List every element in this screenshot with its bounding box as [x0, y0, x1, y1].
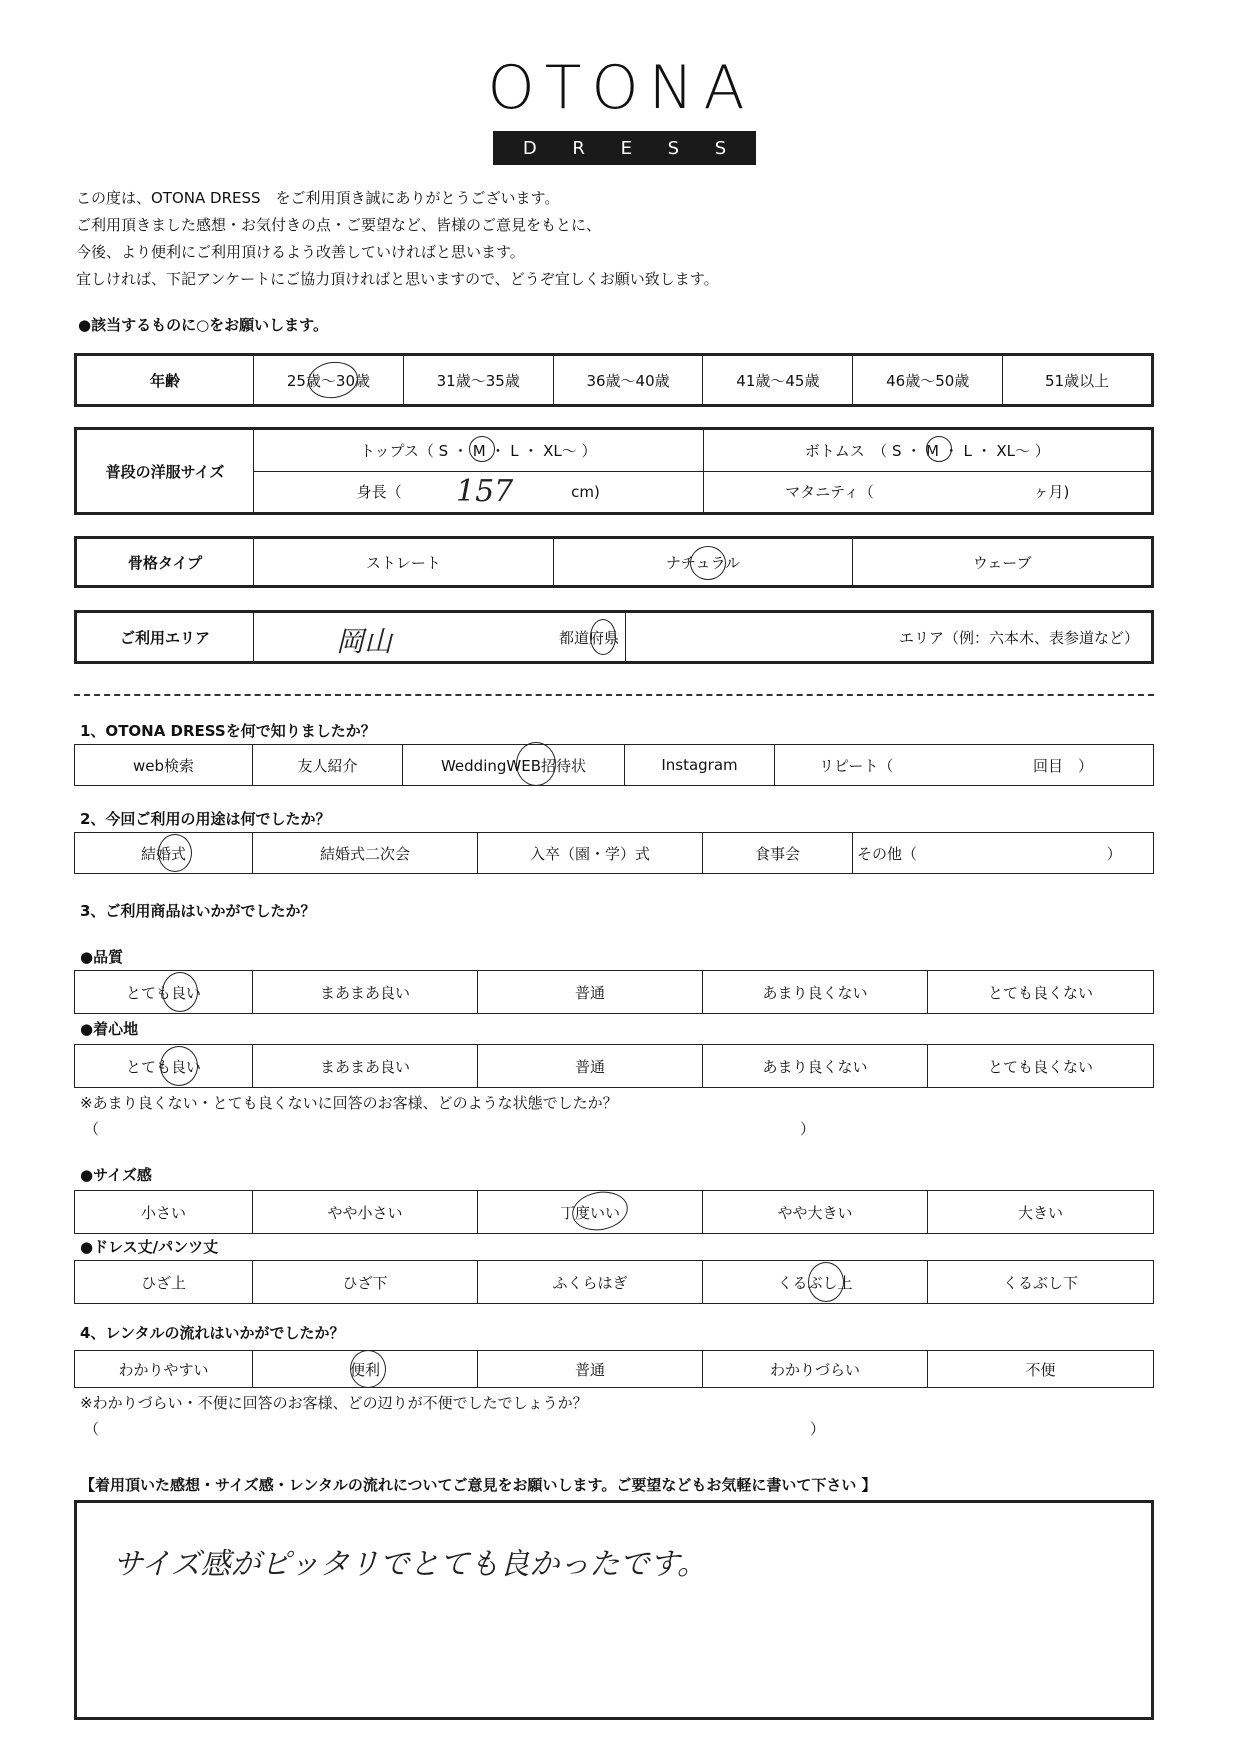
- age-option[interactable]: 41歳～45歳: [703, 355, 853, 406]
- logo-letter: D: [522, 137, 537, 159]
- q1-repeat-option[interactable]: [775, 745, 1154, 786]
- comments-box[interactable]: [74, 1500, 1154, 1720]
- frame-label: 骨格タイプ: [76, 538, 254, 587]
- bottoms-size[interactable]: ボトムス （ S ・ M ・ L ・ XL～ ）: [703, 429, 1153, 472]
- age-label: 年齢: [76, 355, 254, 406]
- repeat-label: リピート（: [819, 756, 894, 775]
- intro-line: 今後、より便利にご利用頂けるよう改善していければと思います。: [76, 243, 525, 261]
- q4-option[interactable]: わかりやすい: [75, 1351, 253, 1388]
- logo-letter: S: [667, 137, 680, 159]
- q2-other-option[interactable]: [853, 833, 1154, 874]
- fit-option[interactable]: やや小さい: [253, 1191, 478, 1234]
- maternity-label: マタニティ（: [785, 483, 874, 502]
- logo-letter: R: [572, 137, 585, 159]
- height-value: 157: [456, 474, 514, 509]
- q4-option[interactable]: 不便: [928, 1351, 1154, 1388]
- age-option[interactable]: 31歳～35歳: [403, 355, 553, 406]
- paren-open: （: [84, 1420, 100, 1438]
- area-field[interactable]: [626, 612, 1153, 663]
- comments-heading: 【着用頂いた感想・サイズ感・レンタルの流れについてご意見をお願いします。ご要望などもお気軽に書いて下さい 】: [80, 1476, 877, 1494]
- fit-option[interactable]: 小さい: [75, 1191, 253, 1234]
- logo-letter: E: [620, 137, 632, 159]
- sub-heading: ●ドレス丈/パンツ丈: [80, 1238, 219, 1256]
- question-heading: 3、ご利用商品はいかがでしたか？: [80, 902, 316, 920]
- repeat-count-label: 回目 ）: [1032, 756, 1093, 775]
- tops-size[interactable]: トップス（ S ・ M ・ L ・ XL～ ）: [254, 429, 704, 472]
- q1-option[interactable]: Instagram: [625, 745, 775, 786]
- brand-logo-sub: [493, 131, 756, 165]
- fit-option[interactable]: 大きい: [928, 1191, 1154, 1234]
- age-table: [74, 353, 1154, 407]
- comfort-table: [74, 1044, 1154, 1088]
- length-option[interactable]: ふくらはぎ: [478, 1261, 703, 1304]
- q1-table: [74, 744, 1154, 786]
- comments-handwritten: サイズ感がピッタリでとても良かったです。: [113, 1547, 707, 1582]
- frame-option[interactable]: ストレート: [254, 538, 554, 587]
- quality-option[interactable]: 普通: [478, 971, 703, 1014]
- age-option[interactable]: 46歳～50歳: [853, 355, 1003, 406]
- fit-option[interactable]: やや大きい: [703, 1191, 928, 1234]
- comfort-option[interactable]: とても良い: [75, 1045, 253, 1088]
- maternity-unit: ヶ月): [1033, 483, 1070, 502]
- intro-text: [76, 185, 719, 293]
- note-text: ※あまり良くない・とても良くないに回答のお客様、どのような状態でしたか？: [80, 1094, 618, 1112]
- area-hint: エリア（例：六本木、表参道など）: [898, 628, 1139, 647]
- question-heading: 2、今回ご利用の用途は何でしたか？: [80, 810, 331, 828]
- question-heading: 1、OTONA DRESSを何で知りましたか？: [80, 722, 376, 740]
- brand-logo: OTONA: [487, 53, 755, 123]
- comfort-option[interactable]: あまり良くない: [703, 1045, 928, 1088]
- age-option[interactable]: 51歳以上: [1003, 355, 1153, 406]
- q2-option[interactable]: 食事会: [703, 833, 853, 874]
- fit-table: [74, 1190, 1154, 1234]
- intro-line: この度は、OTONA DRESS をご利用頂き誠にありがとうございます。: [76, 189, 560, 207]
- q2-option[interactable]: 結婚式二次会: [253, 833, 478, 874]
- fit-option[interactable]: 丁度いい: [478, 1191, 703, 1234]
- q2-option[interactable]: 結婚式: [75, 833, 253, 874]
- q1-option[interactable]: WeddingWEB招待状: [403, 745, 625, 786]
- prefecture-suffix: 都道府県: [558, 628, 619, 647]
- prefecture-value: 岡山: [336, 625, 393, 658]
- other-label: その他（: [857, 844, 918, 863]
- logo-letter: S: [714, 137, 727, 159]
- q4-option[interactable]: 便利: [253, 1351, 478, 1388]
- intro-line: ご利用頂きました感想・お気付きの点・ご要望など、皆様のご意見をもとに、: [76, 216, 602, 234]
- area-table: [74, 610, 1154, 664]
- height-unit: cm): [571, 483, 600, 502]
- length-option[interactable]: ひざ下: [253, 1261, 478, 1304]
- quality-table: [74, 970, 1154, 1014]
- quality-option[interactable]: とても良くない: [928, 971, 1154, 1014]
- maternity-field[interactable]: [703, 471, 1153, 514]
- paren-close: ）: [810, 1420, 826, 1438]
- divider: [74, 694, 1154, 696]
- section-heading: ●該当するものに○をお願いします。: [78, 316, 328, 334]
- q4-option[interactable]: わかりづらい: [703, 1351, 928, 1388]
- quality-option[interactable]: まあまあ良い: [253, 971, 478, 1014]
- size-table: [74, 427, 1154, 515]
- q2-table: [74, 832, 1154, 874]
- sub-heading: ●品質: [80, 948, 124, 966]
- intro-line: 宜しければ、下記アンケートにご協力頂ければと思いますので、どうぞ宜しくお願い致します。: [76, 270, 719, 288]
- length-option[interactable]: くるぶし上: [703, 1261, 928, 1304]
- prefecture-field[interactable]: [254, 612, 626, 663]
- q1-option[interactable]: 友人紹介: [253, 745, 403, 786]
- size-label: 普段の洋服サイズ: [76, 429, 254, 514]
- other-close: ）: [1106, 844, 1122, 863]
- q1-option[interactable]: web検索: [75, 745, 253, 786]
- sub-heading: ●サイズ感: [80, 1166, 152, 1184]
- q4-table: [74, 1350, 1154, 1388]
- length-option[interactable]: くるぶし下: [928, 1261, 1154, 1304]
- quality-option[interactable]: あまり良くない: [703, 971, 928, 1014]
- area-label: ご利用エリア: [76, 612, 254, 663]
- sub-heading: ●着心地: [80, 1020, 139, 1038]
- comfort-option[interactable]: とても良くない: [928, 1045, 1154, 1088]
- comfort-option[interactable]: 普通: [478, 1045, 703, 1088]
- frame-table: [74, 536, 1154, 588]
- length-table: [74, 1260, 1154, 1304]
- q4-option[interactable]: 普通: [478, 1351, 703, 1388]
- question-heading: 4、レンタルの流れはいかがでしたか？: [80, 1324, 345, 1342]
- age-option[interactable]: 36歳～40歳: [553, 355, 703, 406]
- length-option[interactable]: ひざ上: [75, 1261, 253, 1304]
- frame-option[interactable]: ウェーブ: [853, 538, 1153, 587]
- paren-open: （: [84, 1120, 100, 1138]
- paren-close: ）: [800, 1120, 816, 1138]
- q2-option[interactable]: 入卒（園・学）式: [478, 833, 703, 874]
- frame-option[interactable]: ナチュラル: [553, 538, 853, 587]
- quality-option[interactable]: とても良い: [75, 971, 253, 1014]
- height-label: 身長（: [356, 483, 402, 502]
- note-text: ※わかりづらい・不便に回答のお客様、どの辺りが不便でしたでしょうか？: [80, 1394, 588, 1412]
- age-option[interactable]: 25歳～30歳: [254, 355, 404, 406]
- comfort-option[interactable]: まあまあ良い: [253, 1045, 478, 1088]
